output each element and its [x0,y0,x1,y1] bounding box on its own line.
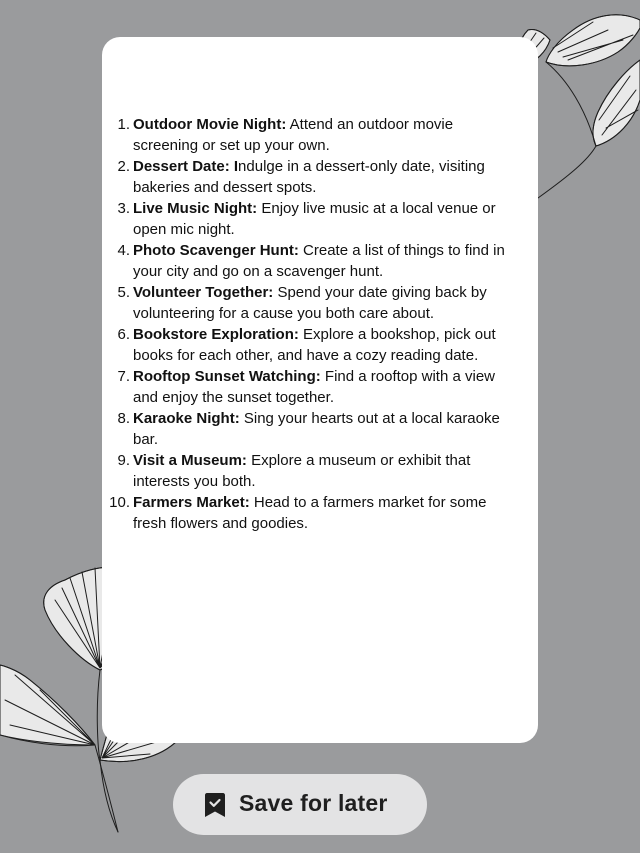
list-item-text: Head to a farmers market for some fresh flowers and goodies. [133,494,487,532]
list-item [102,156,522,198]
list-item-number: 2. [117,158,130,175]
list-item-text: Explore a bookshop, pick out books for each other, and have a cozy reading date. [133,326,496,364]
list-item-text: Explore a museum or exhibit that interests you both. [133,452,471,490]
list-item-title: Outdoor Movie Night: [133,116,287,133]
list-item [102,282,522,324]
list-item-title: Photo Scavenger Hunt: [133,242,299,259]
list-item [102,324,522,366]
list-item-title: Live Music Night: [133,200,258,217]
list-item-number: 6. [117,326,130,343]
list-item-number: 3. [117,200,130,217]
list-item [102,408,522,450]
list-item-title: Visit a Museum: [133,452,247,469]
content-card [102,37,538,743]
list-item [102,492,522,534]
list-item-text: Create a list of things to find in your city and go on a scavenger hunt. [133,242,505,280]
list-item-title: Karaoke Night: [133,410,240,427]
list-item-title: Dessert Date: I [133,158,239,175]
save-for-later-button[interactable] [173,774,427,835]
list-item [102,198,522,240]
list-item-text: Spend your date giving back by volunteering for a cause you both care about. [133,284,487,322]
list-item-text: Enjoy live music at a local venue or open mic night. [133,200,496,238]
list-item-number: 8. [117,410,130,427]
list-item-number: 9. [117,452,130,469]
list-item-number: 1. [117,116,130,133]
list-item-text: Attend an outdoor movie screening or set up your own. [133,116,454,154]
list-item-title: Bookstore Exploration: [133,326,299,343]
list-item-title: Rooftop Sunset Watching: [133,368,321,385]
list-item-text: ndulge in a dessert-only date, visiting bakeries and dessert spots. [133,158,485,196]
list-item [102,114,522,156]
list-item-text: Find a rooftop with a view and enjoy the sunset together. [133,368,496,406]
list-item [102,240,522,282]
date-ideas-list [102,114,522,534]
save-for-later-label: Save for later [239,790,388,816]
list-item-number: 7. [117,368,130,385]
list-item-number: 4. [117,242,130,259]
list-item-title: Farmers Market: [133,494,250,511]
bookmark-check-icon [204,792,226,818]
list-item [102,366,522,408]
list-item-number: 10. [109,494,130,511]
list-item [102,450,522,492]
list-item-title: Volunteer Together: [133,284,274,301]
list-item-text: Sing your hearts out at a local karaoke bar. [133,410,500,448]
list-item-number: 5. [117,284,130,301]
